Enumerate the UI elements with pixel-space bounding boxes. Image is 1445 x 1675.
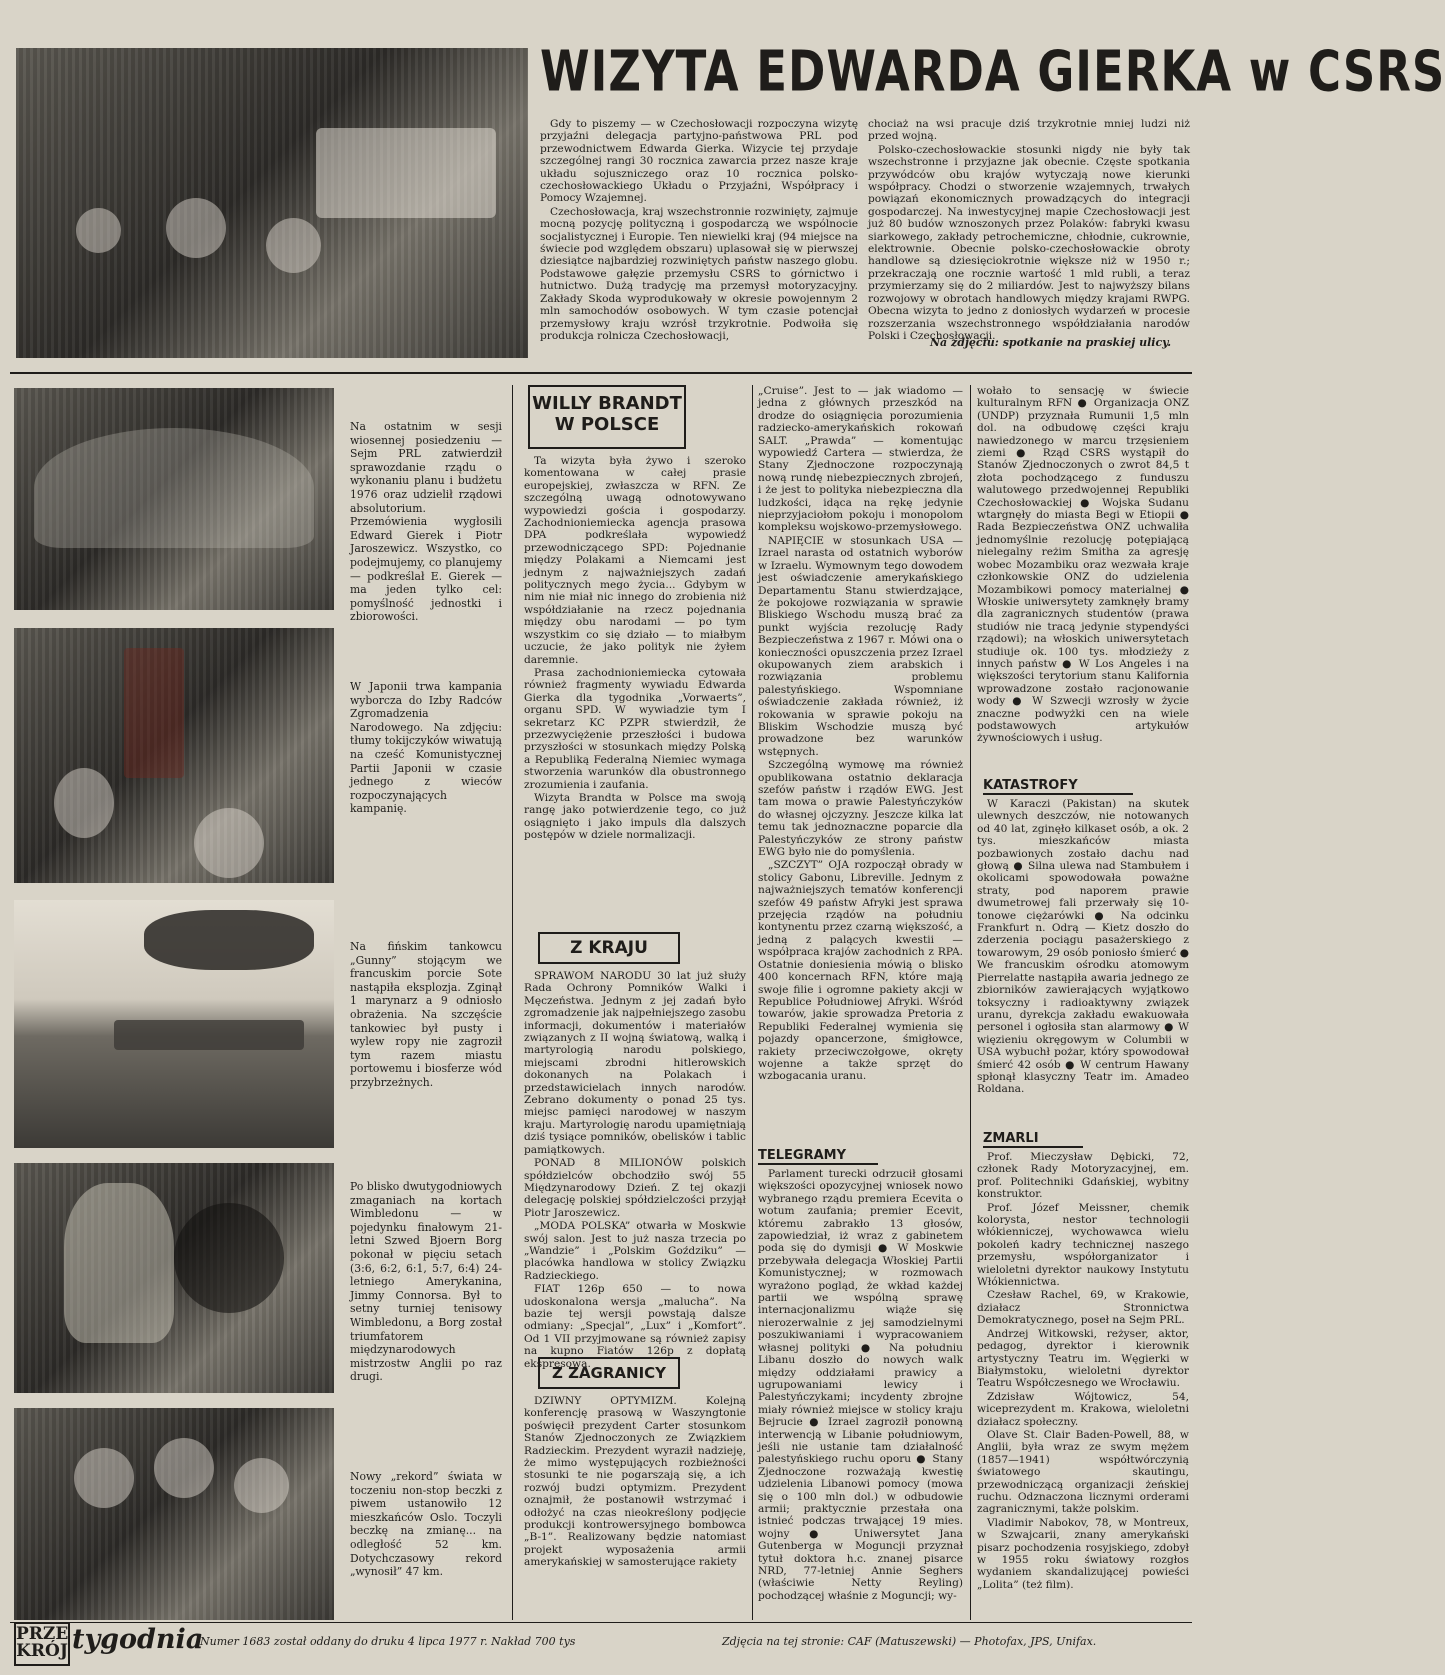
photo-japan-election <box>14 628 334 883</box>
zzagranicy-article: DZIWNY OPTYMIZM. Kolejną konferencję prasową w Waszyngtonie poświęcił prezydent Carter stosunkom Stanów Zjednoczonych ze Związkiem Radzieckim. Prezydent wyraził nadzieję, że mimo występujących rozbieżności stosunki te nie pogarszają się, a ich rozwój budzi optymizm. Prezydent oznajmił, że postanowił wstrzymać i odłożyć na czas nieokreślony podjęcie produkcji kontrowersyjnego bombowca „B-1”. Realizowany będzie natomiast projekt wyposażenia armii amerykańskiej w samosterujące rakiety <box>524 1395 746 1569</box>
caption-borg: Po blisko dwutygodniowych zmaganiach na kortach Wimbledonu — w pojedynku finałowym 21-letni Szwed Bjoern Borg pokonał w pięciu setach (3:6, 6:2, 6:1, 5:7, 6:4) 24-letniego Amerykanina, Jimmy Connorsa. Był to setny turniej tenisowy Wimbledonu, a Borg został triumfatorem międzynarodowych mistrzostw Anglii po raz drugi. <box>350 1180 502 1384</box>
caption-sejm: Na ostatnim w sesji wiosennej posiedzeniu — Sejm PRL zatwierdził sprawozdanie rządu o wykonaniu planu i budżetu 1976 oraz udzielił rządowi absolutorium. Przemówienia wygłosili Edward Gierek i Piotr Jaroszewicz. Wszystko, co podejmujemy, co planujemy — podkreślał E. Gierek — ma jeden tylko cel: pomyślność jednostki i zbiorowości. <box>350 420 502 624</box>
telegramy-article: Parlament turecki odrzucił głosami większości opozycyjnej wniosek nowo wybranego rządu premiera Ecevita o wotum zaufania; premier Ecevit, któremu zabrakło 13 głosów, zapowiedział, iż wraz z gabinetem poda się do dymisji ● W Moskwie przebywała delegacja Włoskiej Partii Komunistycznej; w rozmowach wyrażono pogląd, że wkład każdej partii we wspólną sprawę internacjonalizmu wiąże się nierozerwalnie z jej samodzielnymi poszukiwaniami i wypracowaniem własnej polityki ● Na południu Libanu doszło do nowych walk między oddziałami prawicy a ugrupowaniami lewicy i Palestyńczykami; incydenty zbrojne miały również miejsce w stolicy kraju Bejrucie ● Izrael zagroził ponowną interwencją w Libanie południowym, jeśli nie ustanie tam działalność palestyńskiego ruchu oporu ● Stany Zjednoczone rozważają kwestię udzielenia Libanowi pomocy (mowa się o 100 mln dol.) w odbudowie armii; praktycznie przestała ona istnieć podczas trwającej 19 mies. wojny ● Uniwersytet Jana Gutenberga w Moguncji przyznał tytuł doktora h.c. znanej pisarce NRD, 77-letniej Annie Seghers (właściwie Netty Reyling) pochodzącej właśnie z Moguncji; wy- <box>758 1168 963 1602</box>
column-4: „Cruise”. Jest to — jak wiadomo — jedna z głównych przeszkód na drodze do osiągnięcia porozumienia radziecko-amerykańskich rokowań SALT. „Prawda” — komentując wypowiedź Cartera — stwierdza, że Stany Zjednoczone rozpoczynają nową rundę niebezpiecznych zbrojeń, i że jest to polityka niebezpieczna dla ludzkości, idąca na rękę jedynie nieprzyjaciołom pokoju i monopolom kompleksu wojskowo-przemysłowego. NAPIĘCIE w stosunkach USA — Izrael narasta od ostatnich wyborów w Izraelu. Wymownym tego dowodem jest oświadczenie amerykańskiego Departamentu Stanu stwierdzające, że pokojowe rozwiązania w sprawie Bliskiego Wschodu muszą brać za punkt wyjścia rezolucję Rady Bezpieczeństwa z 1967 r. Mówi ona o konieczności opuszczenia przez Izrael okupowanych ziem arabskich i rozwiązania problemu palestyńskiego. Wspomniane oświadczenie zakłada również, iż rokowania w sprawie pokoju na Bliskim Wschodzie muszą być prowadzone bez warunków wstępnych. Szczególną wymowę ma również opublikowana ostatnio deklaracja szefów państw i rządów EWG. Jest tam mowa o prawie Palestyńczyków do własnej ojczyzny. Jeszcze kilka lat temu tak jednoznaczne poparcie dla Palestyńczyków ze strony państw EWG było nie do pomyślenia. „SZCZYT” OJA rozpoczął obrady w stolicy Gabonu, Libreville. Jednym z najważniejszych tematów konferencji szefów 49 państw Afryki jest sprawa przejęcia rządów na południu kontynentu przez czarną większość, a jedną z palących kwestii — współpraca krajów zachodnich z RPA. Ostatnie doniesienia mówią o blisko 400 koncernach RFN, które mają swoje filie i ogromne pakiety akcji w Republice Południowej Afryki. Wśród towarów, jakie sprowadza Pretoria z Republiki Federalnej wymienia się pojazdy opancerzone, śmigłowce, rakiety przeciwczołgowe, okręty wojenne a także sprzęt do wzbogacania uranu. <box>758 385 963 1083</box>
obituary: Olave St. Clair Baden-Powell, 88, w Anglii, była wraz ze swym mężem (1857—1941) współtwórczynią światowego skautingu, przewodniczącą organizacji żeńskiej ruchu. Odznaczona licznymi orderami zagranicznymi, także polskim. <box>977 1428 1189 1516</box>
zkraju-heading: Z KRAJU <box>538 932 680 964</box>
caption-tanker: Na fińskim tankowcu „Gunny” stojącym we francuskim porcie Sote nastąpiła eksplozja. Zginął 1 marynarz a 9 odniosło obrażenia. Na szczęście tankowiec był pusty i wylew ropy nie zagroził tym razem miastu portowemu i biosferze wód przybrzeżnych. <box>350 940 502 1089</box>
photo-sejm <box>14 388 334 610</box>
divider-col4 <box>970 385 971 1620</box>
caption-japan: W Japonii trwa kampania wyborcza do Izby Radców Zgromadzenia Narodowego. Na zdjęciu: tłumy tokijczyków wiwatują na cześć Komunistycznej Partii Japonii w czasie jednego z wieców rozpoczynających kampanię. <box>350 680 502 816</box>
obituary: Zdzisław Wójtowicz, 54, wiceprezydent m. Krakowa, wieloletni działacz społeczny. <box>977 1390 1189 1428</box>
photo-beer-barrel-record <box>14 1408 334 1620</box>
brandt-article: Ta wizyta była żywo i szeroko komentowana w całej prasie europejskiej, zwłaszcza w RFN. Ze szczególną uwagą odnotowywano wypowiedzi gościa i gospodarzy. Zachodnioniemiecka agencja prasowa DPA podkreślała wypowiedź przewodniczącego SPD: Pojednanie między Polakami a Niemcami jest jednym z najważniejszych zadań politycznych mego życia... Gdybym w nim nie miał nic innego do zrobienia niż współdziałanie na rzecz pojednania między obu narodami — po tym wszystkim co się działo — to miałbym uczucie, że jako polityk nie żyłem daremnie. Prasa zachodnioniemiecka cytowała również fragmenty wywiadu Edwarda Gierka dla tygodnika „Vorwaerts”, organu SPD. W wywiadzie tym I sekretarz KC PZPR stwierdził, że przezwyciężenie przeszłości i budowa przyszłości w stosunkach między Polską a Republiką Federalną Niemiec wymaga stworzenia warunków dla obustronnego zrozumienia i zaufania. Wizyta Brandta w Polsce ma swoją rangę jako potwierdzenie tego, co już osiągnięto i jako impuls dla dalszych postępów w dziele normalizacji. <box>524 455 746 842</box>
zzagranicy-heading: Z ZAGRANICY <box>538 1357 680 1389</box>
divider-left-col <box>512 385 513 1620</box>
main-photo-caption: Na zdjęciu: spotkanie na praskiej ulicy. <box>930 336 1172 349</box>
zmarli-article <box>977 1151 1189 1620</box>
divider-top <box>10 372 1192 374</box>
katastrofy-heading: KATASTROFY <box>983 778 1133 795</box>
obituary: Prof. Józef Meissner, chemik kolorysta, nestor technologii włókienniczej, wychowawca wielu pokoleń kadry technicznej naszego przemysłu, współorganizator i wieloletni dyrektor naukowy Instytutu Włókiennictwa. <box>977 1201 1189 1289</box>
obituary: Vladimir Nabokov, 78, w Montreux, w Szwajcarii, znany amerykański pisarz pochodzenia rosyjskiego, zdobył w 1955 roku światowy rozgłos wydaniem skandalizującej powieści „Lolita” (też film). <box>977 1516 1189 1591</box>
caption-barrel: Nowy „rekord” świata w toczeniu non-stop beczki z piwem ustanowiło 12 mieszkańców Oslo. Toczyli beczkę na zmianę... na odległość 52 km. Dotychczasowy rekord „wynosił” 47 km. <box>350 1470 502 1579</box>
zkraju-article: SPRAWOM NARODU 30 lat już służy Rada Ochrony Pomników Walki i Męczeństwa. Jednym z jej zadań było zgromadzenie jak najpełniejszego zasobu informacji, dokumentów i materiałów związanych z II wojną światową, walką i martyrologią narodu polskiego, miejscami zbrodni hitlerowskich dokonanych na Polakach i przedstawicielach innych narodów. Zebrano dokumenty o ponad 25 tys. miejsc pamięci narodowej w naszym kraju. Martyrologię narodu upamiętniają dziś tysiące pomników, obelisków i tablic pamiątkowych. PONAD 8 MILIONÓW polskich spółdzielców obchodziło swój 55 Międzynarodowy Dzień. Z tej okazji delegację polskiej spółdzielczości przyjął Piotr Jaroszewicz. „MODA POLSKA” otwarła w Moskwie swój salon. Jest to już nasza trzecia po „Wandzie” i „Polskim Goździku” — placówka handlowa w stolicy Związku Radzieckiego. FIAT 126p 650 — to nowa udoskonalona wersja „malucha”. Na bazie tej wersji powstają dalsze odmiany: „Specjal”, „Lux” i „Komfort”. Od 1 VII przyjmowane są również zapisy na kupno Fiatów 126p z dopłatą ekspresową. <box>524 970 746 1370</box>
main-column-2: chociaż na wsi pracuje dziś trzykrotnie mniej ludzi niż przed wojną. Polsko-czechosłowackie stosunki nigdy nie były tak wszechstronne i przyjazne jak obecnie. Częste spotkania przywódców obu krajów wytyczają nowe kierunki współpracy. Chodzi o stworzenie wzajemnych, trwałych powiązań ekonomicznych prowadzących do integracji gospodarczej. Na inwestycyjnej mapie Czechosłowacji jest już 80 budów wznoszonych przez Polaków: fabryki kwasu siarkowego, zakłady petrochemiczne, chłodnie, cukrownie, elektrownie. Obecnie polsko-czechosłowackie obroty handlowe są dziesięciokrotnie większe niż w 1950 r.; przekraczają one rocznie wartość 1 mld rubli, a teraz przymierzamy się do 2 miliardów. Jest to najwyższy bilans rozwojowy w obrotach handlowych między krajami RWPG. Obecna wizyta to jedno z doniosłych wydarzeń w procesie rozszerzania wszechstronnego współdziałania narodów Polski i Czechosłowacji. <box>868 118 1190 342</box>
column-5: wołało to sensację w świecie kulturalnym RFN ● Organizacja ONZ (UNDP) przyznała Rumunii 1,5 mln dol. na odbudowę części kraju nawiedzonego w marcu trzęsieniem ziemi ● Rząd CSRS wystąpił do Stanów Zjednoczonych o zwrot 84,5 t złota pochodzącego z funduszu walutowego przedwojennej Republiki Czechosłowackiej ● Wojska Sudanu wtargnęły do miasta Begi w Etiopii ● Rada Bezpieczeństwa ONZ uchwaliła jednomyślnie rezolucję potępiającą nielegalny reżim Smitha za agresję wobec Mozambiku oraz wezwała kraje członkowskie ONZ do udzielenia Mozambikowi pomocy materialnej ● Włoskie uniwersytety zamknęły bramy dla zagranicznych studentów (prawa studiów nie tracą jedynie stypendyści rządowi); na włoskich uniwersytetach studiuje ok. 100 tys. młodzieży z innych państw ● W Los Angeles i na większości terytorium stanu Kalifornia wprowadzone zostało racjonowanie wody ● W Szwecji wzrosły w życie znaczne podwyżki cen na wiele podstawowych artykułów żywnościowych i usług. <box>977 385 1189 745</box>
obituary: Czesław Rachel, 69, w Krakowie, działacz Stronnictwa Demokratycznego, poseł na Sejm PRL. <box>977 1289 1189 1327</box>
brandt-heading: WILLY BRANDT W POLSCE <box>528 385 686 449</box>
obituary: Andrzej Witkowski, reżyser, aktor, pedagog, dyrektor i kierownik artystyczny Teatru im. Węgierki w Białymstoku, wieloletni dyrektor Teatru Współczesnego we Wrocławiu. <box>977 1327 1189 1390</box>
photo-gierek-prague <box>16 48 528 358</box>
photo-tanker-gunny <box>14 900 334 1148</box>
katastrofy-article: W Karaczi (Pakistan) na skutek ulewnych deszczów, nie notowanych od 40 lat, zginęło kilkaset osób, a ok. 2 tys. mieszkańców miasta pozbawionych zostało dachu nad głową ● Silna ulewa nad Stambułem i okolicami spowodowała poważne straty, pod naporem prawie dwumetrowej fali przerwały się 10-tonowe ciężarówki ● Na odcinku Frankfurt n. Odrą — Kietz doszło do zderzenia pociągu pasażerskiego z towarowym, 29 osób poniosło śmierć ● We francuskim ośrodku atomowym Pierrelatte nastąpiła awaria jednego ze zbiorników zawierających wyjątkowo toksyczny i radioaktywny związek uranu, dyrekcja zakładu ewakuowała personel i ogłosiła stan alarmowy ● W więzieniu okręgowym w Columbii w USA wybuchł pożar, który spowodował śmierć 42 osób ● W centrum Hawany spłonął klasyczny Teatr im. Amadeo Roldana. <box>977 798 1189 1096</box>
footer-photo-credits: Zdjęcia na tej stronie: CAF (Matuszewski) — Photofax, JPS, Unifax. <box>722 1635 1097 1648</box>
divider-bottom <box>10 1622 1192 1623</box>
tygodnia-wordmark: tygodnia <box>72 1624 204 1655</box>
footer-print-info: Numer 1683 został oddany do druku 4 lipca 1977 r. Nakład 700 tys <box>200 1635 576 1648</box>
main-title: WIZYTA EDWARDA GIERKA w CSRS <box>540 38 1445 105</box>
przekroj-logo: PRZE KRÓJ <box>14 1622 70 1666</box>
telegramy-heading: TELEGRAMY <box>758 1148 878 1165</box>
obituary: Prof. Mieczysław Dębicki, 72, członek Rady Motoryzacyjnej, em. prof. Politechniki Gdańskiej, wybitny konstruktor. <box>977 1151 1189 1201</box>
main-column-1: Gdy to piszemy — w Czechosłowacji rozpoczyna wizytę przyjaźni delegacja partyjno-państwowa PRL pod przewodnictwem Edwarda Gierka. Wizycie tej przydaje szczególnej rangi 30 rocznica zawarcia przez nasze kraje układu sojuszniczego oraz 10 rocznica polsko-czechosłowackiego Układu o Przyjaźni, Współpracy i Pomocy Wzajemnej. Czechosłowacja, kraj wszechstronnie rozwinięty, zajmuje mocną pozycję polityczną i gospodarczą we wspólnocie socjalistycznej i Europie. Ten niewielki kraj (94 miejsce na świecie pod względem obszaru) uplasował się w pierwszej dziesiątce najbardziej rozwiniętych państw naszego globu. Podstawowe gałęzie przemysłu CSRS to górnictwo i hutnictwo. Dużą tradycję ma przemysł motoryzacyjny. Zakłady Skoda wyprodukowały w okresie powojennym 2 mln samochodów osobowych. W tym czasie potencjał przemysłowy kraju wzrósł trzykrotnie. Podwoiła się produkcja rolnicza Czechosłowacji, <box>540 118 858 342</box>
photo-borg-wimbledon <box>14 1163 334 1393</box>
divider-col3 <box>752 385 753 1620</box>
zmarli-heading: ZMARLI <box>983 1131 1083 1148</box>
